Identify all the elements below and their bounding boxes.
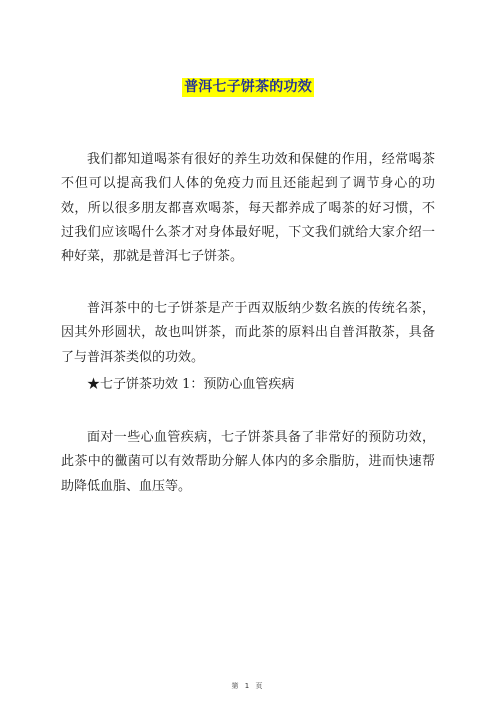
page-number-footer: 第 1 页 <box>231 682 265 690</box>
document-title: 普洱七子饼茶的功效 <box>184 79 312 95</box>
paragraph-intro: 我们都知道喝茶有很好的养生功效和保健的作用，经常喝茶不但可以提高我们人体的免疫力而且还能起到了调节身心的功效，所以很多朋友都喜欢喝茶，每天都养成了喝茶的好习惯，不过我们应该喝什么茶才对身体最好呢，下文我们就给大家介绍一种好菜，那就是普洱七子饼茶。 <box>61 152 435 265</box>
paragraph-benefit-1: 面对一些心血管疾病，七子饼茶具备了非常好的预防功效，此茶中的黴菌可以有效帮助分解人体内的多余脂肪，进而快速帮助降低血脂、血压等。 <box>61 430 435 494</box>
paragraph-origin: 普洱茶中的七子饼茶是产于西双版纳少数名族的传统名茶，因其外形圆状，故也叫饼茶，而此茶的原料出自普洱散茶，具备了与普洱茶类似的功效。 <box>61 301 435 365</box>
title-container <box>0 76 496 97</box>
section-heading-benefit-1: ★七子饼茶功效 1：预防心血管疾病 <box>87 377 295 392</box>
